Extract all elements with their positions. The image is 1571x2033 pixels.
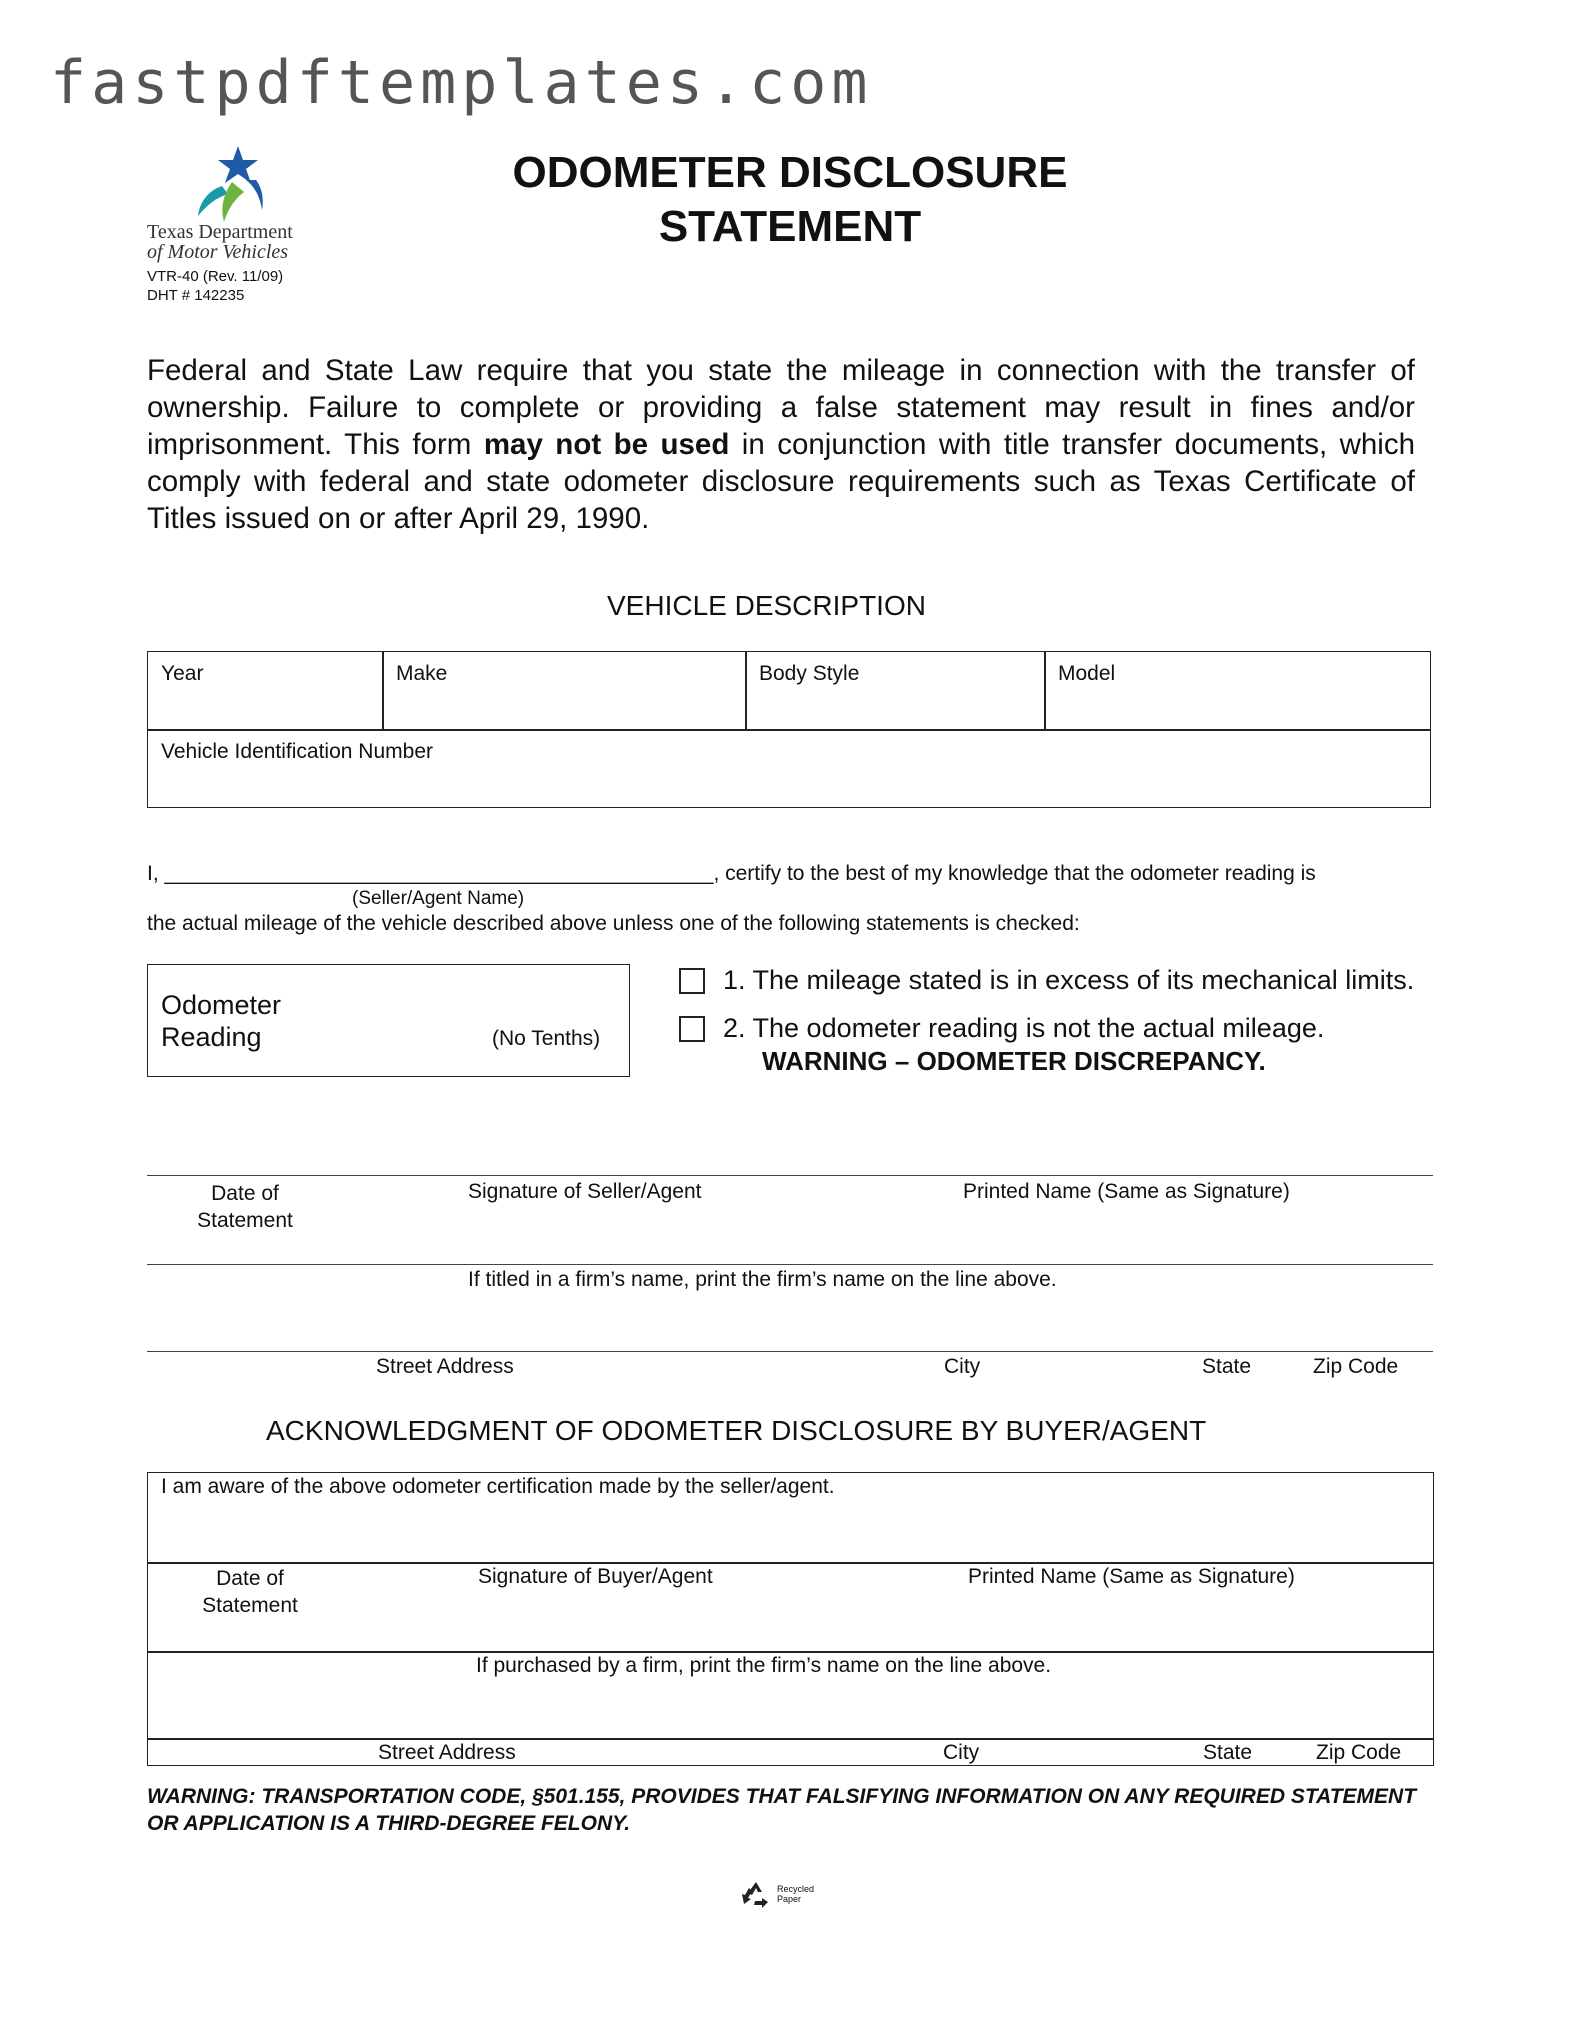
model-label: Model — [1058, 662, 1116, 685]
seller-state-label: State — [1202, 1355, 1252, 1378]
seller-agent-name-field[interactable]: _______________________________________________ — [164, 862, 714, 885]
intro-text-part1: Federal and State Law require that you state the mileage in connection with the transfer of ownership. Failure to complete or providing a false statement may result in fines and/or imprisonment. This form — [147, 354, 1415, 461]
seller-agent-name-caption: (Seller/Agent Name) — [352, 888, 525, 909]
seller-signature-label: Signature of Seller/Agent — [468, 1180, 702, 1203]
odometer-label-line1: Odometer — [161, 990, 282, 1020]
cell-divider — [382, 652, 384, 729]
seller-signature-line — [147, 1175, 1433, 1176]
recycle-icon — [740, 1880, 772, 1910]
vin-label: Vehicle Identification Number — [161, 740, 433, 763]
cell-divider — [1044, 652, 1046, 729]
buyer-address-field[interactable] — [150, 1689, 1430, 1736]
year-field[interactable] — [150, 690, 380, 726]
buyer-address-line — [148, 1738, 1433, 1740]
buyer-signature-label: Signature of Buyer/Agent — [478, 1565, 713, 1588]
mechanical-limits-statement: 1. The mileage stated is in excess of its mechanical limits. — [723, 965, 1415, 995]
buyer-street-label: Street Address — [378, 1741, 516, 1764]
no-tenths-note: (No Tenths) — [492, 1027, 601, 1050]
model-field[interactable] — [1048, 690, 1428, 726]
make-field[interactable] — [386, 690, 742, 726]
seller-firm-name-field[interactable] — [147, 1215, 1433, 1263]
buyer-signature-field[interactable] — [150, 1505, 1430, 1560]
buyer-printed-name-label: Printed Name (Same as Signature) — [968, 1565, 1295, 1588]
buyer-date-line1: Date of — [216, 1567, 284, 1590]
seller-address-line — [147, 1351, 1433, 1352]
buyer-firm-note: If purchased by a firm, print the firm’s name on the line above. — [476, 1654, 1052, 1677]
buyer-zip-label: Zip Code — [1316, 1741, 1402, 1764]
mechanical-limits-checkbox[interactable] — [679, 968, 705, 994]
dht-number: DHT # 142235 — [147, 287, 245, 304]
vin-field[interactable] — [150, 767, 1428, 805]
not-actual-mileage-statement: 2. The odometer reading is not the actual mileage. — [723, 1013, 1325, 1043]
odometer-reading-label — [161, 989, 281, 1053]
buyer-city-label: City — [943, 1741, 980, 1764]
seller-address-field[interactable] — [147, 1302, 1433, 1350]
page-title — [480, 146, 1100, 254]
body-style-field[interactable] — [749, 690, 1041, 726]
buyer-firm-name-field[interactable] — [150, 1601, 1430, 1649]
buyer-state-label: State — [1203, 1741, 1253, 1764]
txdmv-logo-icon — [180, 146, 290, 222]
recycled-paper-label — [777, 1884, 814, 1904]
recycled-line2: Paper — [777, 1894, 802, 1904]
seller-city-label: City — [944, 1355, 981, 1378]
certification-prefix: I, — [147, 862, 159, 885]
page-title-line2: STATEMENT — [658, 202, 922, 251]
felony-warning: WARNING: TRANSPORTATION CODE, §501.155, PROVIDES THAT FALSIFYING INFORMATION ON ANY REQUIRED STATEMENT OR APPLICATION IS A THIRD-DEGREE FELONY. — [147, 1785, 1417, 1835]
intro-emphasis: may not be used — [483, 428, 730, 461]
body-style-label: Body Style — [759, 662, 860, 685]
make-label: Make — [396, 662, 448, 685]
seller-signature-field[interactable] — [147, 1120, 1433, 1174]
recycled-line1: Recycled — [777, 1884, 815, 1894]
seller-street-label: Street Address — [376, 1355, 514, 1378]
vehicle-description-table — [147, 651, 1431, 808]
seller-firm-line — [147, 1264, 1433, 1265]
certification-line2: the actual mileage of the vehicle described above unless one of the following statements is checked: — [147, 912, 1080, 935]
form-identifiers — [147, 267, 283, 305]
vehicle-description-heading: VEHICLE DESCRIPTION — [607, 590, 926, 621]
seller-printed-name-label: Printed Name (Same as Signature) — [963, 1180, 1290, 1203]
odometer-label-line2: Reading — [161, 1022, 262, 1052]
watermark-text: fastpdftemplates.com — [50, 48, 873, 118]
odometer-discrepancy-warning: WARNING – ODOMETER DISCREPANCY. — [762, 1046, 1266, 1076]
cell-divider — [745, 652, 747, 729]
not-actual-mileage-checkbox[interactable] — [679, 1016, 705, 1042]
odometer-reading-box[interactable] — [147, 964, 630, 1077]
year-label: Year — [161, 662, 204, 685]
buyer-date-line2: Statement — [202, 1594, 298, 1617]
buyer-acknowledgment-table — [147, 1472, 1434, 1766]
buyer-signature-line — [148, 1562, 1433, 1564]
buyer-firm-line — [148, 1651, 1433, 1653]
seller-firm-note: If titled in a firm’s name, print the firm’s name on the line above. — [468, 1268, 1057, 1291]
agency-name-line1: Texas Department — [147, 221, 293, 243]
seller-zip-label: Zip Code — [1313, 1355, 1399, 1378]
certification-line — [147, 862, 1316, 886]
intro-paragraph — [147, 352, 1415, 537]
buyer-acknowledgment-heading: ACKNOWLEDGMENT OF ODOMETER DISCLOSURE BY BUYER/AGENT — [266, 1415, 1207, 1446]
form-number: VTR-40 (Rev. 11/09) — [147, 268, 284, 285]
page-title-line1: ODOMETER DISCLOSURE — [512, 148, 1068, 197]
buyer-aware-statement: I am aware of the above odometer certification made by the seller/agent. — [161, 1475, 835, 1498]
certification-suffix: , certify to the best of my knowledge that the odometer reading is — [713, 862, 1316, 885]
agency-name-line2: of Motor Vehicles — [147, 241, 289, 263]
seller-date-line1: Date of — [211, 1182, 279, 1205]
intro-text-part2: in conjunction with title transfer documents, which comply with federal and state odometer disclosure requirements such as Texas Certificate of Titles issued on or after April 29, 1990. — [147, 428, 1416, 535]
agency-name — [147, 222, 293, 262]
row-divider — [148, 729, 1430, 731]
seller-date-line2: Statement — [197, 1209, 293, 1232]
